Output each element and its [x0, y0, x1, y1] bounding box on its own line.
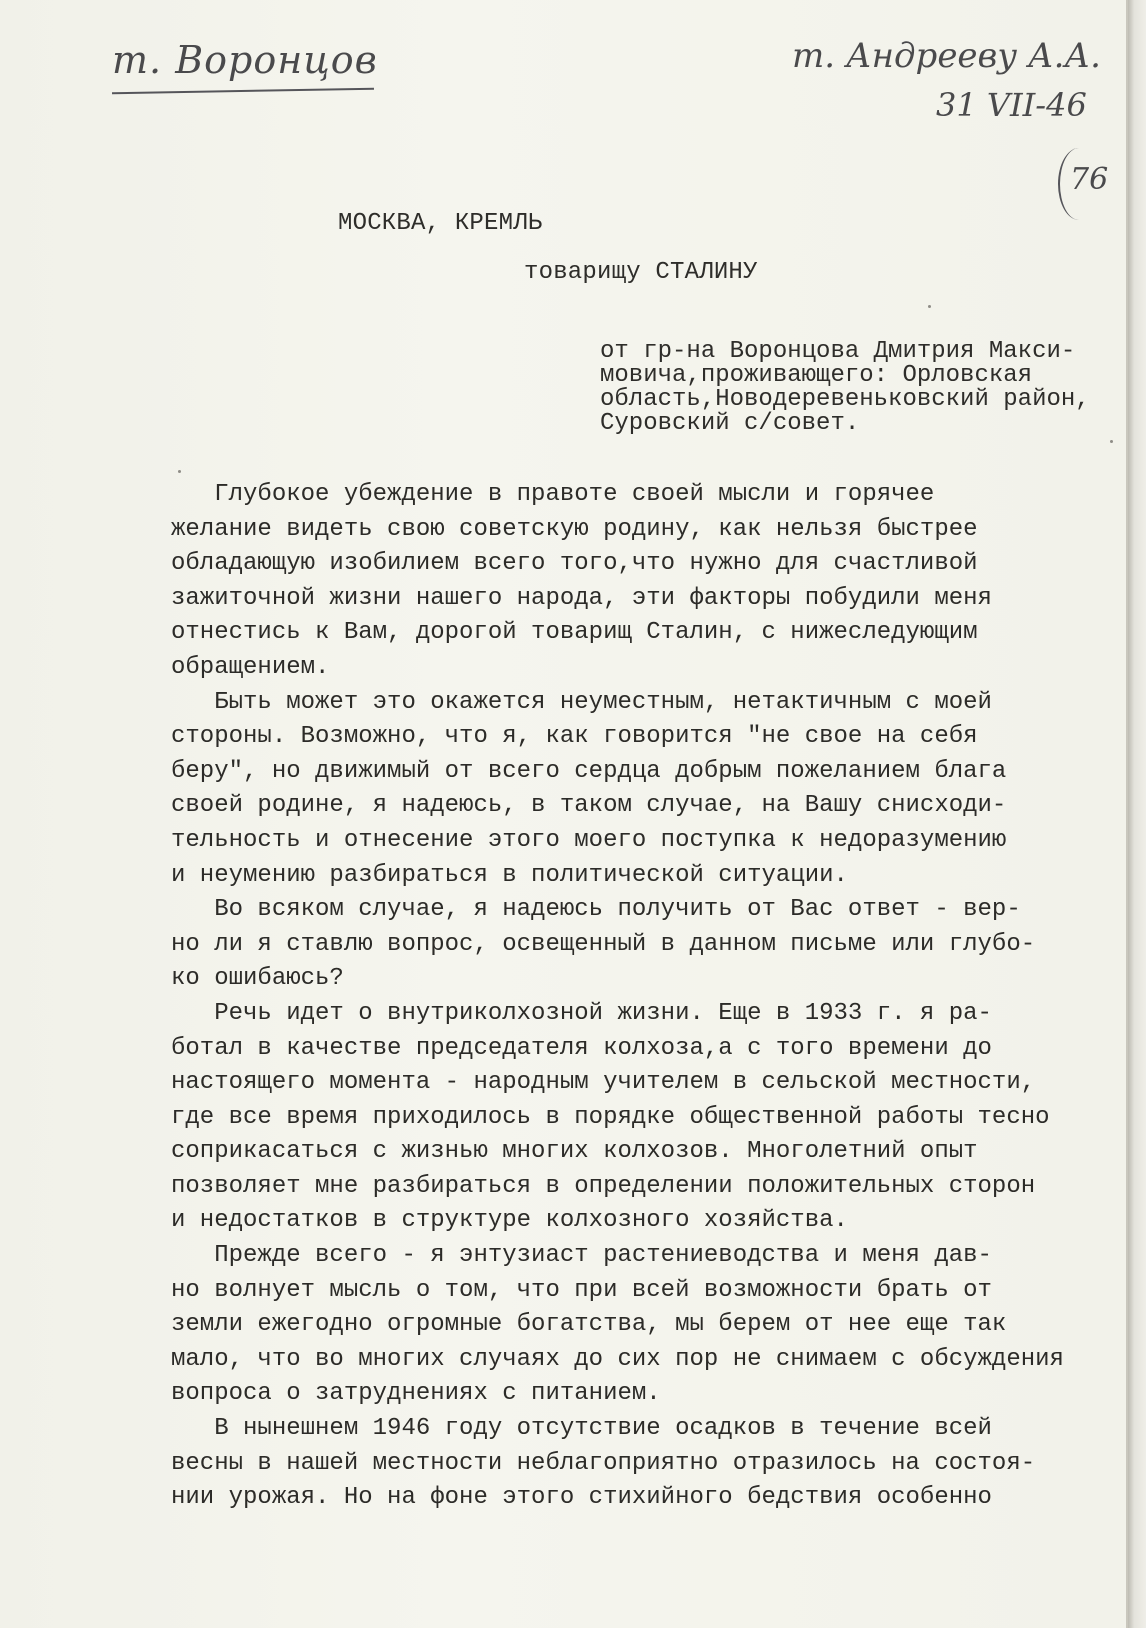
handwritten-underline [112, 88, 374, 95]
body-line: тельность и отнесение этого моего поступка к недоразумению [171, 826, 1007, 854]
body-line: своей родине, я надеюсь, в таком случае, на Вашу снисходи- [171, 792, 1007, 820]
body-line: земли ежегодно огромные богатства, мы берем от нее еще так [171, 1311, 1007, 1339]
handwritten-note-top-left: т. Воронцов [112, 38, 378, 82]
body-line: нии урожая. Но на фоне этого стихийного бедствия особенно [171, 1484, 992, 1512]
body-line: мало, что во многих случаях до сих пор не снимаем с обсуждения [171, 1345, 1064, 1373]
body-line: зажиточной жизни нашего народа, эти факторы побудили меня [171, 584, 992, 612]
body-line: позволяет мне разбираться в определении положительных сторон [171, 1172, 1036, 1200]
body-line: где все время приходилось в порядке общественной работы тесно [171, 1103, 1050, 1131]
body-line: весны в нашей местности неблагоприятно отразилось на состоя- [171, 1449, 1036, 1477]
body-line: и неумению разбираться в политической ситуации. [171, 861, 848, 889]
address-heading: МОСКВА, КРЕМЛЬ [338, 210, 543, 237]
paper-speck [1110, 440, 1113, 443]
body-line: Речь идет о внутриколхозной жизни. Еще в 1933 г. я ра- [171, 999, 992, 1027]
handwritten-note-top-right: т. Андрееву А.А. [792, 36, 1101, 76]
body-line: желание видеть свою советскую родину, как нельзя быстрее [171, 515, 978, 543]
body-line: отнестись к Вам, дорогой товарищ Сталин, с нижеследующим [171, 619, 978, 647]
body-line: ботал в качестве председателя колхоза,а с того времени до [171, 1034, 992, 1062]
sender-block [600, 340, 1090, 436]
body-line: и недостатков в структуре колхозного хозяйства. [171, 1207, 848, 1235]
body-line: Быть может это окажется неуместным, нетактичным с моей [171, 688, 992, 716]
addressee-heading: товарищу СТАЛИНУ [524, 259, 758, 286]
body-line: обращением. [171, 653, 330, 681]
body-line: ко ошибаюсь? [171, 965, 344, 993]
handwritten-sheet-number: 76 [1070, 162, 1109, 197]
body-line: соприкасаться с жизнью многих колхозов. Многолетний опыт [171, 1138, 978, 1166]
body-line: стороны. Возможно, что я, как говорится "не свое на себя [171, 723, 978, 751]
body-line: обладающую изобилием всего того,что нужно для счастливой [171, 550, 978, 578]
sender-line: Суровский с/совет. [600, 410, 860, 437]
page-edge [1128, 0, 1146, 1628]
sender-line: область,Новодеревеньковский район, [600, 386, 1090, 413]
body-line: настоящего момента - народным учителем в сельской местности, [171, 1069, 1036, 1097]
body-line: но ли я ставлю вопрос, освещенный в данном письме или глубо- [171, 930, 1036, 958]
body-line: В нынешнем 1946 году отсутствие осадков в течение всей [171, 1415, 992, 1443]
letter-body [171, 478, 1121, 1516]
body-line: Во всяком случае, я надеюсь получить от Вас ответ - вер- [171, 896, 1021, 924]
paper-speck [178, 470, 181, 473]
paper-speck [928, 305, 931, 308]
sender-line: мовича,проживающего: Орловская [600, 362, 1033, 389]
body-line: вопроса о затруднениях с питанием. [171, 1380, 661, 1408]
body-line: Глубокое убеждение в правоте своей мысли и горячее [171, 481, 935, 508]
sender-line: от гр-на Воронцова Дмитрия Макси- [600, 338, 1076, 365]
body-line: но волнует мысль о том, что при всей возможности брать от [171, 1276, 992, 1304]
handwritten-date: 31 VII-46 [936, 86, 1087, 124]
body-line: Прежде всего - я энтузиаст растениеводства и меня дав- [171, 1242, 992, 1270]
body-line: беру", но движимый от всего сердца добрым пожеланием блага [171, 757, 1007, 785]
